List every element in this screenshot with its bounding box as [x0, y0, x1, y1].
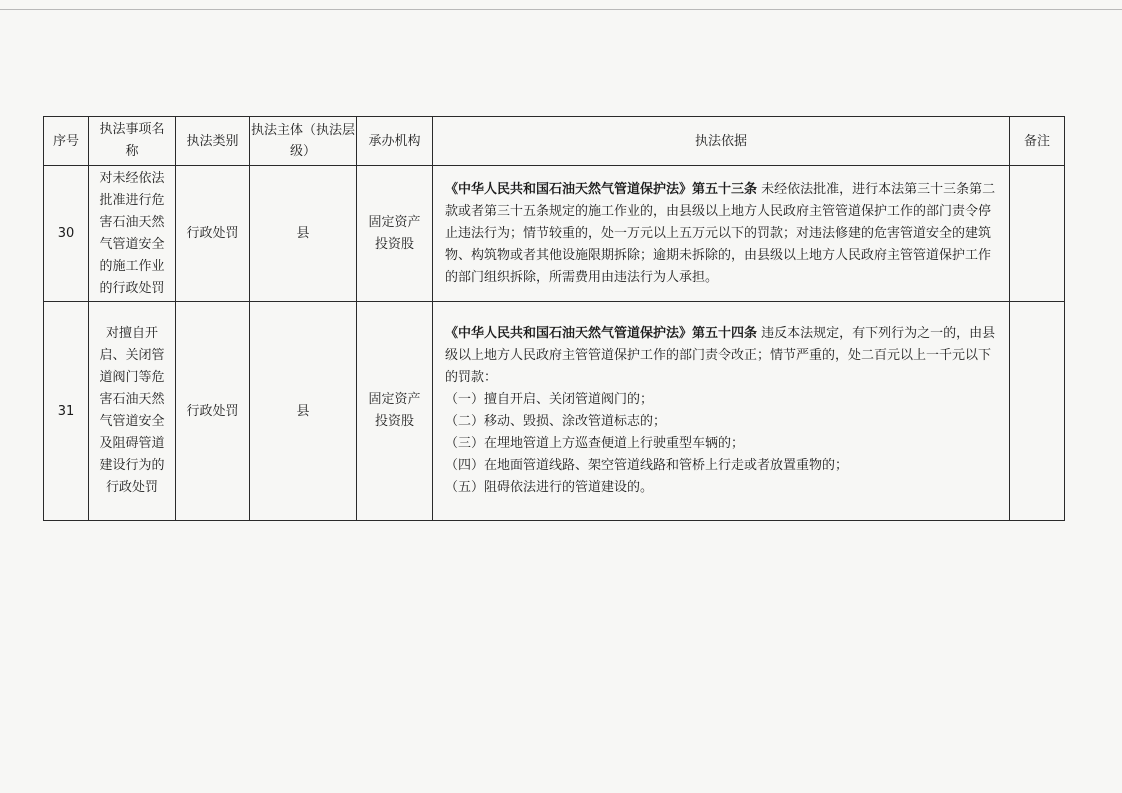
cell-category: 行政处罚 [176, 166, 250, 302]
header-category: 执法类别 [176, 117, 250, 166]
basis-text: 违反本法规定，有下列行为之一的，由县级以上地方人民政府主管管道保护工作的部门责令改正；情节严重的，处二百元以上一千元以下的罚款： [445, 326, 996, 385]
basis-law-citation: 《中华人民共和国石油天然气管道保护法》第五十四条 [445, 326, 758, 341]
scan-edge-line [0, 9, 1122, 10]
basis-item: （二）移动、毁损、涂改管道标志的； [445, 414, 667, 429]
cell-remarks [1010, 302, 1065, 521]
header-office: 承办机构 [357, 117, 433, 166]
cell-item-name: 对未经依法批准进行危害石油天然气管道安全的施工作业的行政处罚 [89, 166, 176, 302]
cell-office: 固定资产投资股 [357, 302, 433, 521]
header-seq: 序号 [44, 117, 89, 166]
basis-item: （一）擅自开启、关闭管道阀门的； [445, 392, 654, 407]
header-basis: 执法依据 [433, 117, 1010, 166]
basis-item: （五）阻碍依法进行的管道建设的。 [445, 480, 654, 495]
cell-seq: 30 [44, 166, 89, 302]
enforcement-items-table [43, 116, 1065, 521]
table-row [44, 166, 1065, 302]
basis-item: （三）在埋地管道上方巡查便道上行驶重型车辆的； [445, 436, 745, 451]
cell-office: 固定资产投资股 [357, 166, 433, 302]
table-header-row [44, 117, 1065, 166]
basis-text: 未经依法批准，进行本法第三十三条第二款或者第三十五条规定的施工作业的，由县级以上地方人民政府主管管道保护工作的部门责令停止违法行为；情节较重的，处一万元以上五万元以下的罚款；对违法修建的危害管道安全的建筑物、构筑物或者其他设施限期拆除；逾期未拆除的，由县级以上地方人民政府主管管道保护工作的部门组织拆除，所需费用由违法行为人承担。 [445, 181, 996, 285]
cell-subject: 县 [250, 166, 357, 302]
cell-seq: 31 [44, 302, 89, 521]
cell-subject: 县 [250, 302, 357, 521]
cell-basis [433, 166, 1010, 302]
cell-category: 行政处罚 [176, 302, 250, 521]
cell-item-name: 对擅自开启、关闭管道阀门等危害石油天然气管道安全及阻碍管道建设行为的行政处罚 [89, 302, 176, 521]
header-item-name: 执法事项名称 [89, 117, 176, 166]
table-row [44, 302, 1065, 521]
basis-law-citation: 《中华人民共和国石油天然气管道保护法》第五十三条 [445, 181, 758, 197]
basis-item: （四）在地面管道线路、架空管道线路和管桥上行走或者放置重物的； [445, 458, 849, 473]
header-remarks: 备注 [1010, 117, 1065, 166]
cell-basis [433, 302, 1010, 521]
cell-remarks [1010, 166, 1065, 302]
header-subject: 执法主体（执法层级） [250, 117, 357, 166]
